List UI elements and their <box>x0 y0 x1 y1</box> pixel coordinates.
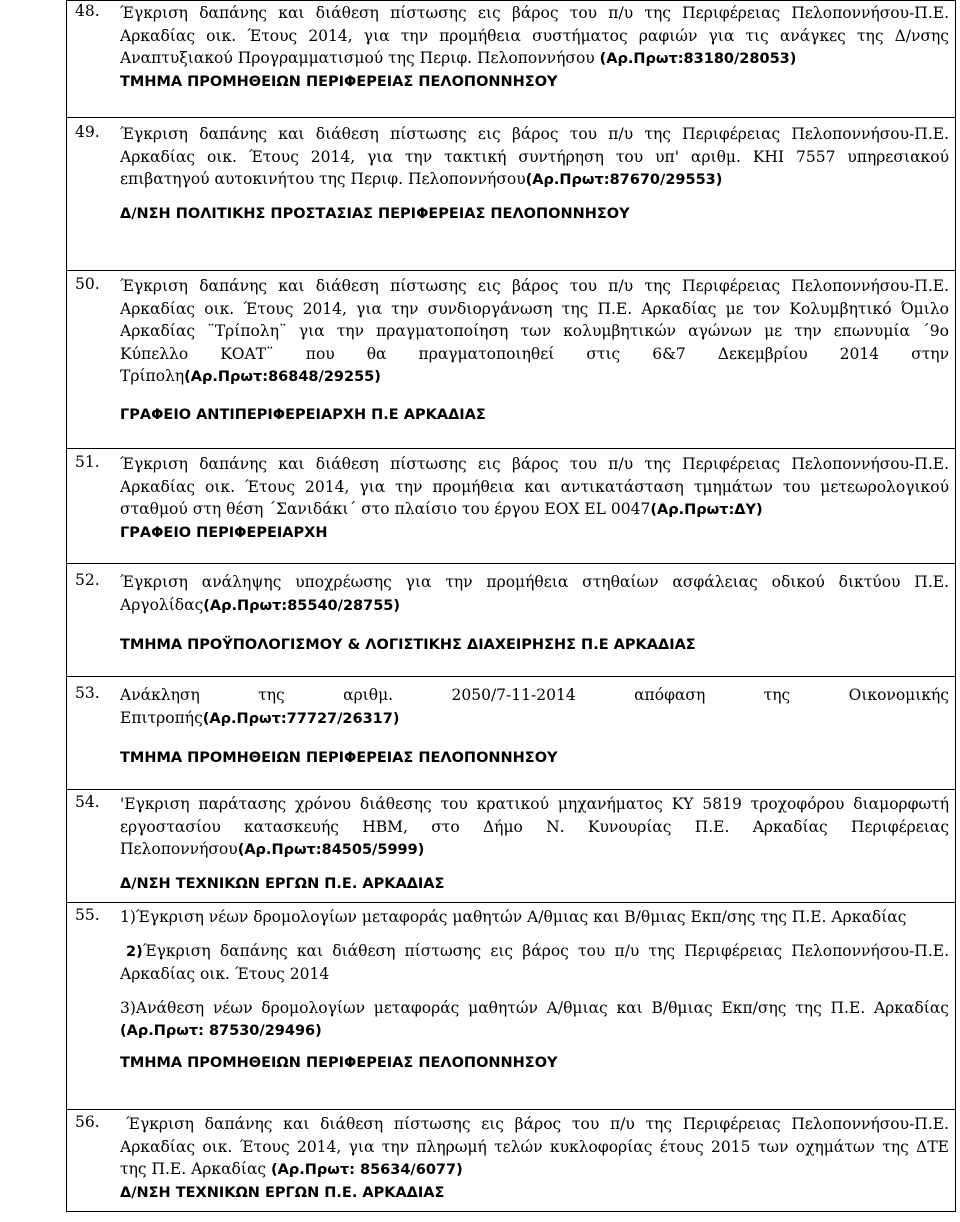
agenda-item <box>67 1110 956 1212</box>
item-text-line: Έγκριση ανάληψης υποχρέωσης για την προμήθεια στηθαίων ασφάλειας οδικού δικτύου Π.Ε. <box>120 573 949 591</box>
item-text-line: Πελοποννήσου <box>120 840 238 858</box>
sub-item-2-label: 2) <box>126 943 143 960</box>
item-text-line: Αρκαδίας οικ. Έτους 2014, για την τακτική συντήρηση του υπ' αριθμ. ΚΗΙ 7557 υπηρεσιακού <box>120 147 949 166</box>
item-text-line: Αργολίδας <box>120 595 204 614</box>
item-text-line: της Π.Ε. Αρκαδίας <box>120 1160 272 1178</box>
item-text-line: σταθμού στη θέση ΄Σανιδάκι΄ στο πλαίσιο του έργου ΕΟΧ EL 0047 <box>120 500 651 518</box>
protocol-number: (Αρ.Πρωτ:85540/28755) <box>203 597 401 614</box>
agenda-item <box>67 1 956 118</box>
item-text-line: Αναπτυξιακού Προγραμματισμού της Περιφ. Πελοποννήσου <box>120 49 600 67</box>
agenda-item <box>67 271 956 449</box>
department-label: ΓΡΑΦΕΙΟ ΑΝΤΙΠΕΡΙΦΕΡΕΙΑΡΧΗ Π.Ε ΑΡΚΑΔΙΑΣ <box>120 406 486 423</box>
protocol-number: (Αρ.Πρωτ: 85634/6077) <box>271 1162 463 1178</box>
item-number: 48. <box>75 2 100 20</box>
item-text-line: εργοστασίου κατασκευής HBM, στο Δήμο Ν. Κυνουρίας Π.Ε. Αρκαδίας Περιφέρειας <box>120 817 949 836</box>
item-text-line: 'Εγκριση παράτασης χρόνου διάθεσης του κρατικού μηχανήματος ΚΥ 5819 τροχοφόρου διαμορφωτή <box>120 795 949 813</box>
agenda-item <box>67 564 956 677</box>
department-label: ΤΜΗΜΑ ΠΡΟΜΗΘΕΙΩΝ ΠΕΡΙΦΕΡΕΙΑΣ ΠΕΛΟΠΟΝΝΗΣΟΥ <box>120 1054 558 1071</box>
item-number: 54. <box>75 793 100 811</box>
agenda-item <box>67 677 956 790</box>
protocol-number: (Αρ.Πρωτ:87670/29553) <box>525 172 723 188</box>
item-number: 56. <box>75 1113 100 1131</box>
protocol-number: (Αρ.Πρωτ:83180/28053) <box>599 51 797 67</box>
department-label: ΤΜΗΜΑ ΠΡΟΫΠΟΛΟΓΙΣΜΟΥ & ΛΟΓΙΣΤΙΚΗΣ ΔΙΑΧΕΙΡΗΣΗΣ Π.Ε ΑΡΚΑΔΙΑΣ <box>120 637 696 653</box>
department-label: Δ/ΝΣΗ ΠΟΛΙΤΙΚΗΣ ΠΡΟΣΤΑΣΙΑΣ ΠΕΡΙΦΕΡΕΙΑΣ ΠΕΛΟΠΟΝΝΗΣΟΥ <box>120 205 630 222</box>
agenda-item <box>67 118 956 271</box>
protocol-number: (Αρ.Πρωτ:84505/5999) <box>237 842 425 858</box>
protocol-number: (Αρ.Πρωτ:86848/29255) <box>184 369 381 385</box>
item-number: 51. <box>75 453 100 471</box>
item-text-line: Έγκριση δαπάνης και διάθεση πίστωσης εις βάρος του π/υ της Περιφέρειας Πελοποννήσου-Π.Ε. <box>120 455 949 473</box>
item-text-line: Αρκαδίας οικ. Έτους 2014, για την συνδιοργάνωση της Π.Ε. Αρκαδίας με τον Κολυμβητικό Όμιλο <box>120 299 949 318</box>
protocol-number: (Αρ.Πρωτ: 87530/29496) <box>120 1023 322 1039</box>
item-text-line: Επιτροπής <box>120 708 203 727</box>
protocol-number: (Αρ.Πρωτ:ΔΥ) <box>650 502 763 518</box>
agenda-item <box>67 903 956 1110</box>
department-label: ΓΡΑΦΕΙΟ ΠΕΡΙΦΕΡΕΙΑΡΧΗ <box>120 524 328 541</box>
item-text-line: Ανάκληση της αριθμ. 2050/7-11-2014 απόφαση της Οικονομικής <box>120 686 949 704</box>
item-text-line: Έγκριση δαπάνης και διάθεση πίστωσης εις βάρος του π/υ της Περιφέρειας Πελοποννήσου-Π.Ε. <box>126 1115 949 1133</box>
item-text-line: Αρκαδίας ¨Τρίπολη¨ για την πραγματοποίηση των κολυμβητικών αγώνων με την επωνυμία ΄9ο <box>120 322 949 340</box>
item-text-line: Έγκριση δαπάνης και διάθεση πίστωσης εις βάρος του π/υ της Περιφέρειας Πελοποννήσου-Π.Ε. <box>120 125 949 143</box>
item-text-line: Κύπελλο ΚΟΑΤ¨ που θα πραγματοποιηθεί στις 6&7 Δεκεμβρίου 2014 στην <box>120 344 949 363</box>
item-text-line: Έγκριση δαπάνης και διάθεση πίστωσης εις βάρος του π/υ της Περιφέρειας Πελοποννήσου-Π.Ε. <box>142 941 949 960</box>
protocol-number: (Αρ.Πρωτ:77727/26317) <box>202 710 400 727</box>
sub-item-1: 1)Έγκριση νέων δρομολογίων μεταφοράς μαθητών Α/θμιας και Β/θμιας Εκπ/σης της Π.Ε. Αρκαδίας <box>120 908 907 926</box>
department-label: Δ/ΝΣΗ ΤΕΧΝΙΚΩΝ ΕΡΓΩΝ Π.Ε. ΑΡΚΑΔΙΑΣ <box>120 1184 445 1201</box>
department-label: ΤΜΗΜΑ ΠΡΟΜΗΘΕΙΩΝ ΠΕΡΙΦΕΡΕΙΑΣ ΠΕΛΟΠΟΝΝΗΣΟΥ <box>120 73 558 90</box>
department-label: ΤΜΗΜΑ ΠΡΟΜΗΘΕΙΩΝ ΠΕΡΙΦΕΡΕΙΑΣ ΠΕΛΟΠΟΝΝΗΣΟΥ <box>120 750 558 766</box>
item-text-line: επιβατηγού αυτοκινήτου της Περιφ. Πελοποννήσου <box>120 170 526 188</box>
item-number: 52. <box>75 571 100 589</box>
item-number: 49. <box>75 123 100 141</box>
item-text-line: Αρκαδίας οικ. Έτους 2014, για την προμήθεια και αντικατάσταση τμημάτων του μετεωρολογικού <box>120 477 949 496</box>
agenda-item <box>67 790 956 903</box>
item-text-line: Αρκαδίας οικ. Έτους 2014, για την προμήθεια συστήματος ραφιών για τις ανάγκες της Δ/νσης <box>120 26 949 45</box>
item-text-line: Έγκριση δαπάνης και διάθεση πίστωσης εις βάρος του π/υ της Περιφέρειας Πελοποννήσου-Π.Ε. <box>120 277 949 295</box>
item-text-line: Αρκαδίας οικ. Έτους 2014, για την πληρωμή τελών κυκλοφορίας έτους 2015 των οχημάτων της ΔΤΕ <box>120 1137 949 1156</box>
agenda-table <box>66 0 956 1212</box>
item-number: 50. <box>75 275 100 293</box>
department-label: Δ/ΝΣΗ ΤΕΧΝΙΚΩΝ ΕΡΓΩΝ Π.Ε. ΑΡΚΑΔΙΑΣ <box>120 875 445 892</box>
item-text-line: Αρκαδίας οικ. Έτους 2014 <box>120 965 330 983</box>
item-text-line: Τρίπολη <box>120 367 185 385</box>
sub-item-3: 3)Ανάθεση νέων δρομολογίων μεταφοράς μαθητών Α/θμιας και Β/θμιας Εκπ/σης της Π.Ε. Αρκαδίας <box>120 998 949 1017</box>
item-number: 55. <box>75 906 100 924</box>
item-text-line: Έγκριση δαπάνης και διάθεση πίστωσης εις βάρος του π/υ της Περιφέρειας Πελοποννήσου-Π.Ε. <box>120 4 949 22</box>
item-number: 53. <box>75 684 100 702</box>
agenda-item <box>67 449 956 564</box>
